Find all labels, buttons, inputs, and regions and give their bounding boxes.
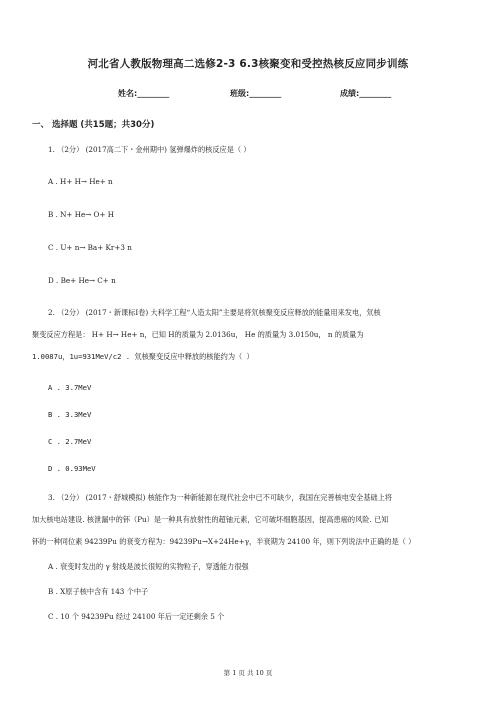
question-1-option-b: B . N+ He→ O+ H [48, 210, 115, 219]
document-title: 河北省人教版物理高二选修2-3 6.3核聚变和受控热核反应同步训练 [87, 58, 409, 70]
question-1-option-d: D . Be+ He→ C+ n [48, 276, 116, 285]
question-3-option-b: B . X原子核中含有 143 个中子 [48, 587, 149, 596]
question-2-option-d: D . 0.93MeV [48, 464, 96, 473]
question-2-stem-line-2: 聚变反应方程是： H+ H→ He+ n，已知 H的质量为 2.0136u， He 的质量为 3.0150u， n 的质量为 [32, 330, 364, 339]
question-3-stem-line-2: 加大核电站建设. 核泄漏中的钚（Pu）是一种具有放射性的超铀元素，它可破坏细胞基因，提高患癌的风险. 已知 [32, 515, 389, 524]
question-3-option-a: A . 衰变时发出的 γ 射线是波长很短的实物粒子，穿透能力很强 [48, 562, 249, 571]
question-2-option-c: C . 2.7MeV [48, 437, 92, 446]
question-1-option-c: C . U+ n→ Ba+ Kr+3 n [48, 243, 132, 252]
page-footer: 第 1 页 共 10 页 [223, 669, 273, 677]
name-field-label: 姓名:________ [118, 89, 170, 98]
question-2-stem-line-3: 1.0087u，1u=931MeV/c2 . 氘核聚变反应中释放的核能约为（ ） [32, 352, 254, 361]
score-field-label: 成绩:________ [340, 89, 392, 98]
question-1-stem: 1. （2分） (2017高二下・金州期中) 氢弹爆炸的核反应是（ ） [48, 145, 251, 154]
question-1-option-a: A . H+ H→ He+ n [48, 177, 113, 186]
question-2-stem-line-1: 2. （2分） (2017・新课标Ⅰ卷) 大科学工程“人造太阳”主要是将氘核聚变反应释放的能量用来发电，氘核 [48, 308, 381, 317]
question-3-stem-line-3: 钚的一种同位素 94239Pu 的衰变方程为：94239Pu→X+24He+γ，半衰期为 24100 年，则下列说法中正确的是（ ） [32, 537, 416, 546]
question-3-option-c: C . 10 个 94239Pu 经过 24100 年后一定还剩余 5 个 [48, 612, 225, 621]
question-2-option-a: A . 3.7MeV [48, 383, 92, 392]
section-heading: 一、 选择题 (共15题；共30分) [32, 120, 155, 130]
question-3-stem-line-1: 3. （2分） (2017・舒城模拟) 核能作为一种新能源在现代社会中已不可缺少，我国在完善核电安全基础上将 [48, 493, 393, 502]
question-2-option-b: B . 3.3MeV [48, 410, 92, 419]
class-field-label: 班级:________ [230, 89, 282, 98]
